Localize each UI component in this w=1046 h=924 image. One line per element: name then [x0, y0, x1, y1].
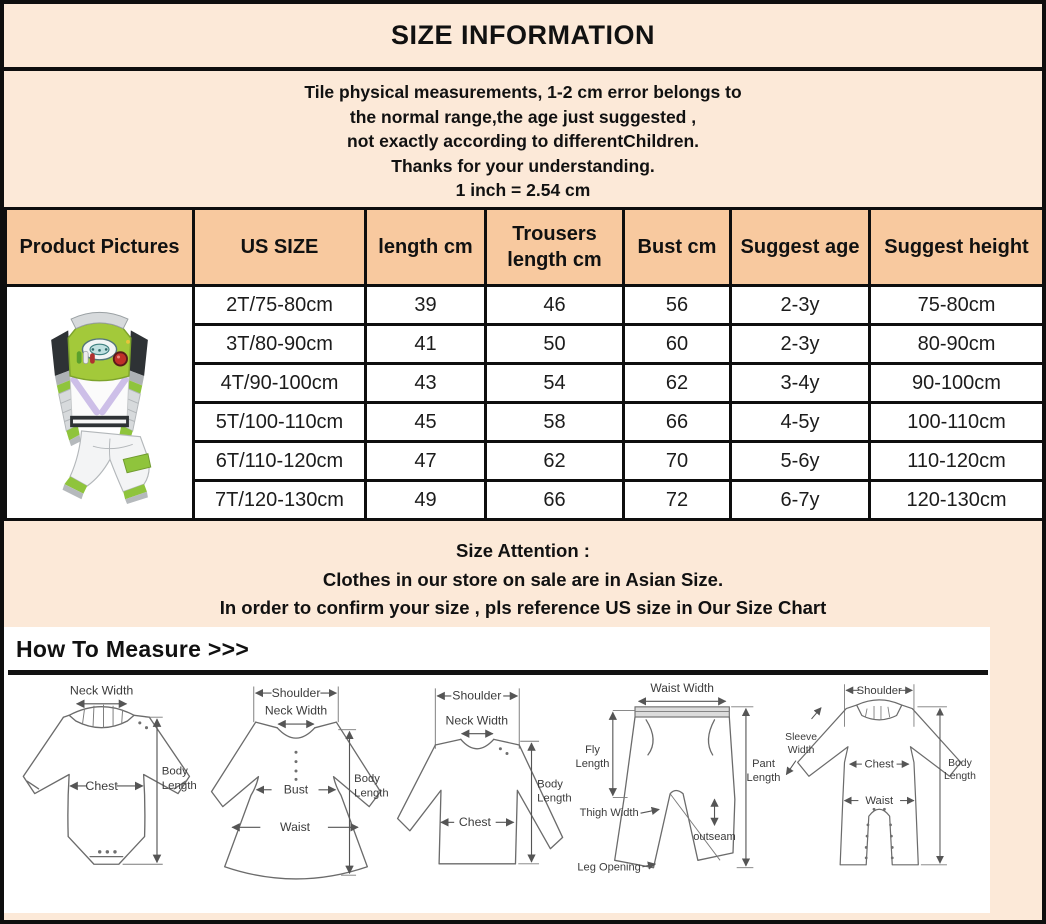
label-body-length: Body	[948, 757, 972, 769]
label-neck-width: Neck Width	[264, 703, 328, 718]
cell-trousers-length: 50	[486, 325, 624, 364]
note-line: not exactly according to differentChildren.	[347, 131, 699, 151]
cell-bust: 56	[624, 286, 731, 325]
attention-line: Clothes in our store on sale are in Asian Size.	[322, 568, 724, 590]
label-shoulder: Shoulder	[452, 688, 502, 703]
label-body-length: Body	[537, 778, 563, 791]
page-title: SIZE INFORMATION	[391, 20, 655, 50]
label-fly-length: Length	[575, 757, 610, 770]
label-body-length: Length	[161, 779, 197, 792]
note-section	[4, 71, 1042, 207]
column-header-trousers-length: Trousers length cm	[486, 209, 624, 286]
label-pant-length: Length	[746, 771, 781, 784]
label-shoulder: Shoulder	[856, 684, 902, 697]
measure-diagram-pants	[574, 679, 782, 890]
cell-length: 49	[366, 481, 486, 520]
measure-diagram-romper	[782, 679, 986, 877]
size-table	[4, 207, 1045, 521]
label-waist: Waist	[280, 820, 311, 835]
note-line: Tile physical measurements, 1-2 cm error belongs to	[304, 82, 742, 102]
label-chest: Chest	[864, 758, 894, 771]
table-row	[6, 286, 1044, 325]
cell-suggest-age: 2-3y	[731, 325, 870, 364]
cell-trousers-length: 46	[486, 286, 624, 325]
cell-trousers-length: 54	[486, 364, 624, 403]
note-line: Thanks for your understanding.	[391, 155, 655, 176]
label-body-length: Length	[944, 770, 976, 782]
label-body-length: Body	[161, 765, 188, 778]
cell-suggest-height: 100-110cm	[870, 403, 1044, 442]
column-header-suggest-height: Suggest height	[870, 209, 1044, 286]
cell-us-size: 7T/120-130cm	[194, 481, 366, 520]
cell-suggest-age: 6-7y	[731, 481, 870, 520]
note-line: the normal range,the age just suggested ,	[349, 106, 697, 127]
column-header-product-pictures: Product Pictures	[6, 209, 194, 286]
cell-bust: 66	[624, 403, 731, 442]
measure-diagram-shirt	[390, 679, 574, 894]
cell-length: 43	[366, 364, 486, 403]
label-body-length: Length	[354, 787, 389, 800]
cell-bust: 62	[624, 364, 731, 403]
label-waist: Waist	[865, 795, 894, 808]
label-shoulder: Shoulder	[271, 685, 321, 700]
cell-suggest-height: 75-80cm	[870, 286, 1044, 325]
cell-trousers-length: 62	[486, 442, 624, 481]
attention-section	[4, 521, 1042, 627]
cell-suggest-height: 110-120cm	[870, 442, 1044, 481]
attention-line: In order to confirm your size , pls reference US size in Our Size Chart	[219, 597, 827, 618]
cell-bust: 72	[624, 481, 731, 520]
measure-diagrams	[4, 675, 990, 894]
measure-diagram-bodysuit	[6, 679, 202, 891]
column-header-suggest-age: Suggest age	[731, 209, 870, 286]
product-photo-buzz-pajamas	[17, 294, 183, 512]
measure-panel	[4, 627, 990, 913]
cell-trousers-length: 58	[486, 403, 624, 442]
cell-us-size: 4T/90-100cm	[194, 364, 366, 403]
label-chest: Chest	[85, 778, 118, 793]
column-header-length: length cm	[366, 209, 486, 286]
cell-suggest-height: 80-90cm	[870, 325, 1044, 364]
cell-bust: 60	[624, 325, 731, 364]
title-section	[4, 4, 1042, 71]
cell-suggest-age: 2-3y	[731, 286, 870, 325]
measure-section	[4, 627, 1042, 913]
cell-length: 41	[366, 325, 486, 364]
label-body-length: Length	[537, 792, 572, 805]
label-sleeve-width: Sleeve	[785, 731, 818, 743]
note-line: 1 inch = 2.54 cm	[455, 180, 591, 200]
table-header-row	[6, 209, 1044, 286]
label-pant-length: Pant	[752, 757, 775, 770]
cell-suggest-height: 120-130cm	[870, 481, 1044, 520]
cell-length: 45	[366, 403, 486, 442]
cell-suggest-age: 5-6y	[731, 442, 870, 481]
column-header-bust: Bust cm	[624, 209, 731, 286]
label-body-length: Body	[354, 773, 380, 786]
column-header-us-size: US SIZE	[194, 209, 366, 286]
attention-title: Size Attention :	[456, 540, 590, 561]
label-neck-width: Neck Width	[445, 713, 509, 728]
measure-diagram-dress	[202, 679, 390, 893]
label-sleeve-width: Width	[787, 744, 815, 756]
measure-heading: How To Measure >>>	[16, 636, 250, 662]
cell-us-size: 2T/75-80cm	[194, 286, 366, 325]
cell-trousers-length: 66	[486, 481, 624, 520]
label-waist-width: Waist Width	[650, 681, 714, 696]
cell-us-size: 5T/100-110cm	[194, 403, 366, 442]
cell-length: 47	[366, 442, 486, 481]
label-chest: Chest	[458, 815, 491, 830]
cell-suggest-age: 3-4y	[731, 364, 870, 403]
label-leg-opening: Leg Opening	[577, 861, 641, 874]
label-bust: Bust	[283, 782, 309, 797]
label-neck-width: Neck Width	[69, 683, 134, 698]
product-picture-cell	[6, 286, 194, 520]
cell-us-size: 6T/110-120cm	[194, 442, 366, 481]
cell-bust: 70	[624, 442, 731, 481]
cell-suggest-height: 90-100cm	[870, 364, 1044, 403]
cell-length: 39	[366, 286, 486, 325]
label-fly-length: Fly	[585, 744, 600, 757]
cell-suggest-age: 4-5y	[731, 403, 870, 442]
label-outseam: outseam	[693, 830, 736, 843]
label-thigh-width: Thigh Width	[579, 806, 639, 819]
cell-us-size: 3T/80-90cm	[194, 325, 366, 364]
